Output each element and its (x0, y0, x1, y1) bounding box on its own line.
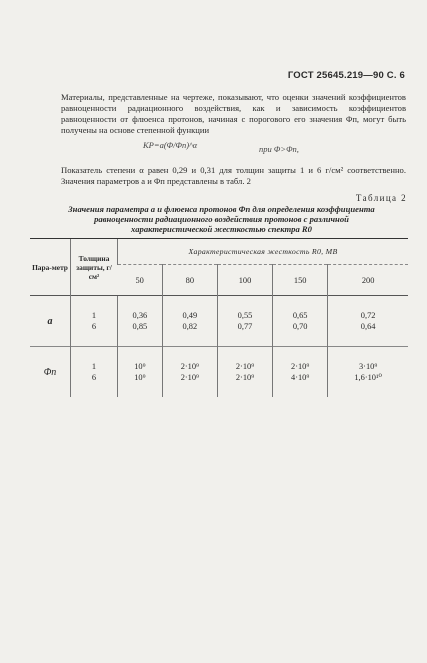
row-a-cell: 0,55 0,77 (217, 296, 272, 347)
row-a-cell: 0,49 0,82 (162, 296, 217, 347)
row-phi-param: Φп (30, 347, 71, 398)
row-phi-cell: 2·10⁹ 2·10⁹ (162, 347, 217, 398)
header-thickness: Толщина защиты, г/см² (71, 239, 118, 296)
row-a-cell: 0,65 0,70 (273, 296, 328, 347)
table-label: Таблица 2 (355, 193, 407, 203)
table-row-a (30, 296, 408, 347)
row-a-thickness: 1 6 (71, 296, 118, 347)
row-phi-cell: 2·10⁹ 2·10⁹ (217, 347, 272, 398)
row-phi-cell: 2·10⁹ 4·10⁹ (273, 347, 328, 398)
row-phi-cell: 10⁹ 10⁹ (118, 347, 163, 398)
header-rigidity-50: 50 (118, 265, 163, 296)
header-rigidity-group: Характеристическая жесткость R0, МВ (118, 239, 409, 265)
power-formula (143, 140, 299, 154)
row-phi-cell: 3·10⁹ 1,6·10¹⁰ (328, 347, 408, 398)
header-rigidity-150: 150 (273, 265, 328, 296)
paragraph-1: Материалы, представленные на чертеже, показывают, что оценки значений коэффициентов равноценности радиационного воздействия, как и зависимость коэффициентов равноценности от флюенса протонов, начиная с порогового его значения Φп, могут быть получены на основе степенной функции (61, 92, 406, 135)
header-param: Пара-метр (30, 239, 71, 296)
formula-expression: KP=a(Φ/Φп)^α (143, 140, 198, 150)
header-rigidity-100: 100 (217, 265, 272, 296)
header-rigidity-80: 80 (162, 265, 217, 296)
row-a-cell: 0,36 0,85 (118, 296, 163, 347)
paragraph-2: Показатель степени α равен 0,29 и 0,31 для толщин защиты 1 и 6 г/см² соответственно. Значения параметров a и Φп представлены в табл. 2 (61, 165, 406, 186)
parameters-table (30, 238, 408, 397)
table-row-phi (30, 347, 408, 398)
row-phi-thickness: 1 6 (71, 347, 118, 398)
formula-condition: при Φ>Φп, (259, 144, 299, 154)
table-title: Значения параметра a и флюенса протонов Φп для определения коэффициента равноценности радиационного воздействия протонов с различной характеристической жесткостью спектра R0 (68, 204, 375, 234)
row-a-cell: 0,72 0,64 (328, 296, 408, 347)
header-rigidity-200: 200 (328, 265, 408, 296)
standard-header: ГОСТ 25645.219—90 С. 6 (287, 70, 405, 81)
row-a-param: a (30, 296, 71, 347)
